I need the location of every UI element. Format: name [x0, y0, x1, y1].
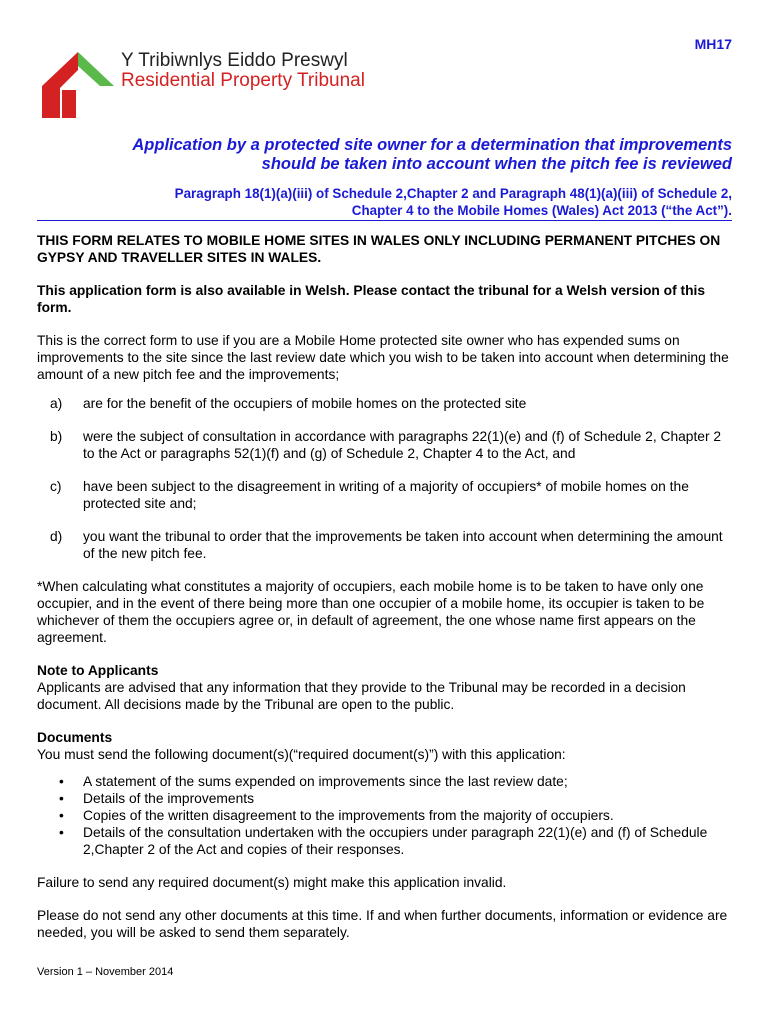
note-text: Applicants are advised that any information that they provide to the Tribunal may be recorded in a decision document. All decisions made by the Tribunal are open to the public. [37, 680, 686, 712]
document-text: Details of the consultation undertaken with the occupiers under paragraph 22(1)(e) and (f) of Schedule 2,Chapter 2 of the Act and copies of their responses. [83, 825, 708, 857]
version-footer: Version 1 – November 2014 [37, 966, 174, 978]
condition-item [37, 478, 732, 512]
condition-item [37, 428, 732, 462]
condition-label: c) [50, 479, 62, 494]
condition-text: are for the benefit of the occupiers of mobile homes on the protected site [83, 396, 527, 411]
document-item [37, 807, 732, 824]
documents-intro: You must send the following document(s)(“required document(s)”) with this application: [37, 747, 566, 762]
form-title-line-1: Application by a protected site owner for a determination that improvements [132, 136, 732, 154]
condition-item [37, 528, 732, 562]
legal-reference-line-2: Chapter 4 to the Mobile Homes (Wales) Act 2013 (“the Act”). [351, 203, 732, 218]
bullet-icon: • [59, 825, 64, 840]
note-heading: Note to Applicants [37, 663, 159, 678]
required-documents-list [37, 773, 732, 858]
condition-item [37, 395, 732, 412]
logo-english-name: Residential Property Tribunal [121, 70, 365, 91]
form-title-line-2: should be taken into account when the pitch fee is reviewed [261, 155, 732, 173]
form-code: MH17 [694, 36, 732, 52]
failure-notice: Failure to send any required document(s) might make this application invalid. [37, 875, 507, 890]
form-title [40, 136, 732, 174]
condition-label: a) [50, 396, 63, 411]
document-item [37, 824, 732, 858]
bullet-icon: • [59, 791, 64, 806]
other-documents-notice: Please do not send any other documents at this time. If and when further documents, information or evidence are needed, you will be asked to send them separately. [37, 908, 728, 940]
document-item [37, 790, 732, 807]
document-item [37, 773, 732, 790]
intro-paragraph: This is the correct form to use if you are a Mobile Home protected site owner who has expended sums on improvements to the site since the last review date which you wish to be taken into account when determining the amount of a new pitch fee and the improvements; [37, 333, 729, 382]
bullet-icon: • [59, 774, 64, 789]
legal-reference [40, 185, 732, 219]
condition-text: you want the tribunal to order that the improvements be taken into account when determining the amount of the new pitch fee. [83, 529, 723, 561]
header-divider [37, 220, 732, 221]
logo-welsh-name: Y Tribiwnlys Eiddo Preswyl [121, 50, 348, 71]
majority-footnote: *When calculating what constitutes a majority of occupiers, each mobile home is to be taken to have only one occupier, and in the event of there being more than one occupier of a mobile home, its occupier is taken to be whichever of them the occupiers agree or, in default of agreement, the one whose name first appears on the agreement. [37, 579, 705, 645]
tribunal-logo-house-icon [40, 50, 116, 120]
condition-label: d) [50, 529, 63, 544]
conditions-list [37, 395, 732, 562]
condition-text: were the subject of consultation in accordance with paragraphs 22(1)(e) and (f) of Schedule 2, Chapter 2 to the Act or paragraphs 52(1)(f) and (g) of Schedule 2, Chapter 4 to the Act, and [83, 429, 722, 461]
bullet-icon: • [59, 808, 64, 823]
legal-reference-line-1: Paragraph 18(1)(a)(iii) of Schedule 2,Chapter 2 and Paragraph 48(1)(a)(iii) of Schedule 2, [174, 186, 732, 201]
document-text: Copies of the written disagreement to the improvements from the majority of occupiers. [83, 808, 614, 823]
welsh-version-notice: This application form is also available in Welsh. Please contact the tribunal for a Welsh version of this form. [37, 283, 706, 315]
scope-notice: THIS FORM RELATES TO MOBILE HOME SITES IN WALES ONLY INCLUDING PERMANENT PITCHES ON GYPSY AND TRAVELLER SITES IN WALES. [37, 233, 721, 265]
form-body [37, 232, 732, 941]
document-text: A statement of the sums expended on improvements since the last review date; [83, 774, 568, 789]
condition-text: have been subject to the disagreement in writing of a majority of occupiers* of mobile homes on the protected site and; [83, 479, 689, 511]
condition-label: b) [50, 429, 63, 444]
document-text: Details of the improvements [83, 791, 254, 806]
documents-heading: Documents [37, 730, 113, 745]
